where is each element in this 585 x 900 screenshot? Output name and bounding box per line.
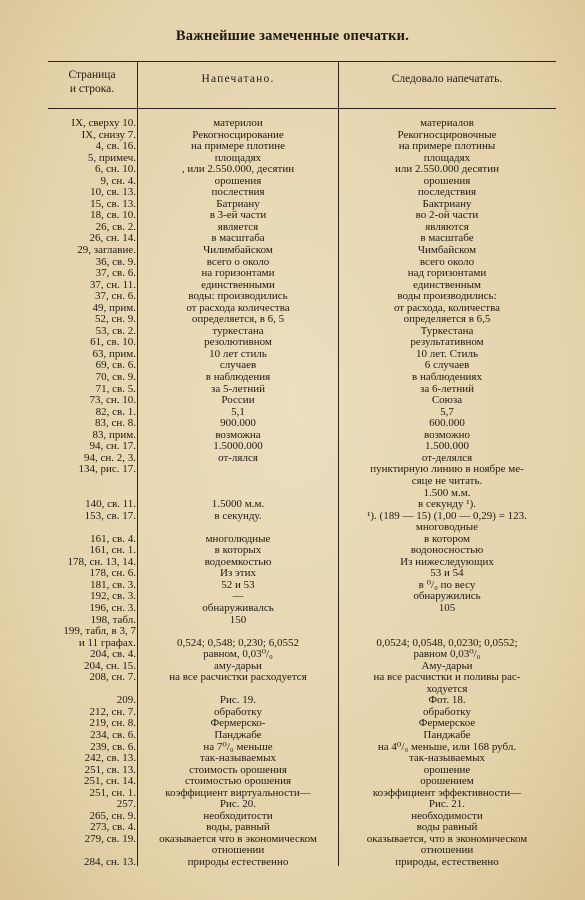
row-should-be: 1.500 м.м. <box>423 487 471 499</box>
row-printed: коэффициент виртуальности— <box>165 787 311 799</box>
row-page-line: 18, св. 10. <box>90 209 136 222</box>
row-page-line: 94, сн. 17. <box>89 440 136 453</box>
row-printed: 900.000 <box>220 418 256 430</box>
row-page-line: 29, заглавие. <box>77 244 136 257</box>
row-page-line: 219, сн. 8. <box>89 717 136 730</box>
row-should-be: Рис. 21. <box>428 799 466 811</box>
row-should-be: на 4⁰/₀ меньше, или 168 рубл. <box>377 741 517 753</box>
row-page-line: 70, св. 9. <box>95 371 136 384</box>
row-should-be: Бактриану <box>422 198 472 210</box>
row-page-line: 178, сн. 6. <box>89 567 136 580</box>
row-printed: на примере плотине <box>191 141 285 153</box>
row-printed: Панджабе <box>214 729 262 741</box>
row-page-line: 37, сн. 11. <box>89 278 136 291</box>
table-row <box>48 776 556 788</box>
row-printed: определяется, в 6, 5 <box>191 314 285 326</box>
row-page-line: 15, св. 13. <box>90 197 136 210</box>
row-should-be: многоводные <box>415 522 479 534</box>
row-page-line: 234, св. 6. <box>90 728 136 741</box>
row-printed: послествия <box>211 187 265 199</box>
table-row <box>48 268 556 280</box>
row-page-line: 52, сн. 9. <box>94 313 136 326</box>
row-should-be: обработку <box>423 706 471 718</box>
row-should-be: Туркестана <box>420 325 474 337</box>
header-printed: Напечатано. <box>201 73 275 85</box>
row-printed: аму-дарьи <box>214 660 262 672</box>
row-printed: на 7⁰/₀ меньше <box>203 741 273 753</box>
row-should-be: Рекогносцировочные <box>397 129 497 141</box>
row-should-be: орошение <box>423 764 471 776</box>
row-should-be: в котором <box>424 533 470 545</box>
row-printed: необходитости <box>203 810 273 822</box>
row-page-line: 242, св. 13. <box>84 752 136 765</box>
table-header <box>48 62 556 109</box>
row-printed: Чилимбайском <box>203 245 273 257</box>
row-printed: является <box>217 221 259 233</box>
row-should-be: Фот. 18. <box>428 695 466 707</box>
row-page-line: 161, св. 4. <box>90 532 136 545</box>
row-should-be: являются <box>425 221 469 233</box>
table-row <box>48 753 556 765</box>
row-should-be: 5,7 <box>440 406 454 418</box>
row-printed: Батриану <box>216 198 260 210</box>
errata-rows <box>48 118 556 869</box>
row-should-be: Из нижеследующих <box>400 556 494 568</box>
row-page-line: 94, сн. 2, 3. <box>83 451 136 464</box>
row-should-be: последствия <box>417 187 477 199</box>
row-printed: обнаруживалсь <box>202 602 274 614</box>
row-page-line: 53, св. 2. <box>95 324 136 337</box>
row-printed: природы естественно <box>187 857 289 868</box>
row-printed: в наблюдения <box>205 372 271 384</box>
row-should-be: ходуется <box>426 683 468 695</box>
row-page-line: 178, сн. 13, 14. <box>67 555 136 568</box>
row-page-line: 279, св. 19. <box>84 832 136 845</box>
row-should-be: результативном <box>410 337 484 349</box>
row-printed: Рекогносцирование <box>192 129 284 141</box>
row-should-be: 1.500.000 <box>425 441 469 453</box>
row-should-be: в ⁰/₀ по весу <box>418 579 476 591</box>
row-page-line: 6, сн. 10. <box>94 163 136 176</box>
row-printed: 1.5000 м.м. <box>211 499 265 511</box>
row-should-be: возможно <box>424 429 470 441</box>
row-printed: за 5-летний <box>211 383 265 395</box>
row-should-be: определяется в 6,5 <box>403 314 491 326</box>
row-printed: Рис. 20. <box>219 799 257 811</box>
row-printed: туркестана <box>212 325 264 337</box>
table-row <box>48 649 556 661</box>
row-page-line: 83, прим. <box>92 428 136 441</box>
row-printed: материлои <box>213 118 263 129</box>
row-page-line: 257. <box>116 798 136 811</box>
row-page-line: 161, сн. 1. <box>89 544 136 557</box>
row-should-be: 53 и 54 <box>430 568 464 580</box>
row-printed: от расхода количества <box>186 302 290 314</box>
row-printed: резолютивном <box>204 337 272 349</box>
row-printed: , или 2.550.000, десятин <box>181 164 295 176</box>
row-page-line: 82, св. 1. <box>95 405 136 418</box>
row-printed: России <box>221 395 255 407</box>
table-row <box>48 857 556 869</box>
row-page-line: 198, табл. <box>90 613 136 626</box>
row-page-line: 239, св. 6. <box>90 740 136 753</box>
row-page-line: 204, сн. 15. <box>83 659 136 672</box>
table-row <box>48 164 556 176</box>
row-page-line: 192, св. 3. <box>90 590 136 603</box>
row-printed: единственными <box>201 279 275 291</box>
row-printed: равном, 0,03⁰/₀ <box>203 649 273 661</box>
row-page-line: 251, сн. 14. <box>83 775 136 788</box>
row-printed: водоемкостью <box>204 556 272 568</box>
row-should-be: водоносностью <box>410 545 484 557</box>
row-should-be: 600.000 <box>429 418 465 430</box>
table-row <box>48 395 556 407</box>
row-printed: стоимостью орошения <box>184 776 292 788</box>
page-title: Важнейшие замеченные опечатки. <box>175 28 410 44</box>
row-printed: обработку <box>214 706 262 718</box>
row-should-be: Аму-дарьи <box>421 660 473 672</box>
row-page-line: 251, св. 13. <box>84 763 136 776</box>
errata-table <box>48 61 556 109</box>
row-should-be: или 2.550.000 десятин <box>394 164 500 176</box>
row-should-be: Союза <box>431 395 463 407</box>
row-should-be: воды производились: <box>397 291 497 303</box>
row-printed: всего о около <box>206 256 270 268</box>
row-printed: в масштаба <box>211 233 265 245</box>
row-printed: 1.5000.000 <box>213 441 263 453</box>
row-should-be: обнаружились <box>413 591 481 603</box>
row-printed: на горизонтами <box>201 268 275 280</box>
row-should-be: отношении <box>420 845 474 857</box>
row-should-be: за 6-летний <box>420 383 474 395</box>
table-row <box>48 118 556 130</box>
row-page-line: 181, св. 3. <box>90 578 136 591</box>
row-printed: отношении <box>211 845 265 857</box>
row-page-line: 284, сн. 13. <box>83 856 136 868</box>
row-printed: 150 <box>229 614 247 626</box>
row-printed: стоимость орошения <box>189 764 287 776</box>
header-page-line <box>48 68 136 96</box>
row-should-be: материалов <box>420 118 474 129</box>
row-page-line: 153, св. 17. <box>84 509 136 522</box>
table-row <box>48 141 556 153</box>
row-page-line: 5, примеч. <box>87 151 136 164</box>
table-row <box>48 672 556 684</box>
row-page-line: 10, св. 13. <box>90 186 136 199</box>
row-page-line: 4, св. 16. <box>95 140 136 153</box>
row-should-be: над горизонтами <box>407 268 487 280</box>
row-printed: от-лялся <box>218 452 258 464</box>
row-should-be: в наблюдениях <box>412 372 482 384</box>
row-should-be: 105 <box>438 602 456 614</box>
table-row <box>48 245 556 257</box>
row-should-be: от расхода, количества <box>393 302 501 314</box>
row-page-line: 208, сн. 7. <box>89 671 136 684</box>
row-page-line: 83, сн. 8. <box>94 417 136 430</box>
row-should-be: сяце не читать. <box>411 475 483 487</box>
row-page-line: 209. <box>116 694 136 707</box>
row-should-be: ¹). (189 — 15) (1,00 — 0,29) = 123. <box>367 510 527 522</box>
row-printed: 52 и 53 <box>221 579 255 591</box>
table-row <box>48 372 556 384</box>
row-printed: Из этих <box>220 568 256 580</box>
row-printed: Рис. 19. <box>219 695 257 707</box>
row-page-line: 61, св. 10. <box>90 336 136 349</box>
row-page-line: 204, св. 4. <box>90 648 136 661</box>
row-should-be: единственным <box>413 279 481 291</box>
row-should-be: 6 случаев <box>424 360 470 372</box>
row-page-line: 134, рис. 17. <box>78 463 136 476</box>
row-page-line: 37, св. 6. <box>95 267 136 280</box>
row-page-line: 26, сн. 14. <box>89 232 136 245</box>
row-should-be: на примере плотины <box>398 141 496 153</box>
row-should-be: оказывается, что в экономическом <box>366 833 528 845</box>
row-should-be: Фермерское <box>418 718 476 730</box>
row-page-line: 140, св. 11. <box>85 498 136 511</box>
table-row <box>48 603 556 615</box>
row-page-line: IX, сверху 10. <box>71 117 136 129</box>
row-should-be: так-называемых <box>408 753 485 765</box>
row-should-be: в секунду ¹). <box>418 499 476 511</box>
row-page-line: 9, сн. 4. <box>100 174 136 187</box>
row-page-line: 69, св. 6. <box>95 359 136 372</box>
row-should-be: в масштабе <box>420 233 474 245</box>
header-should-be: Следовало напечатать. <box>391 73 503 85</box>
row-page-line: 212, сн. 7. <box>89 705 136 718</box>
table-row <box>48 476 556 488</box>
table-row <box>48 499 556 511</box>
row-printed: на все расчистки расходуется <box>169 672 307 684</box>
row-page-line: 71, св. 5. <box>95 382 136 395</box>
row-page-line: 196, сн. 3. <box>89 601 136 614</box>
row-should-be: во 2-ой части <box>415 210 479 222</box>
row-should-be: орошения <box>423 175 471 187</box>
row-should-be: 0,0524; 0,0548, 0,0230; 0,0552; <box>376 637 518 649</box>
table-row <box>48 464 556 476</box>
header-page-line-1: Страница <box>68 69 116 81</box>
row-should-be: площадях <box>423 152 471 164</box>
row-printed: воды, равный <box>206 822 270 834</box>
row-should-be: Панджабе <box>423 729 471 741</box>
row-should-be: орошением <box>420 776 474 788</box>
table-row <box>48 834 556 846</box>
row-printed: 10 лет стиль <box>209 348 267 360</box>
row-should-be: от-делялся <box>421 452 473 464</box>
row-page-line: 49, прим. <box>92 301 136 314</box>
row-should-be: коэффициент эффективности— <box>372 787 522 799</box>
row-should-be: Чимбайском <box>417 245 477 257</box>
row-should-be: на все расчистки и поливы рас- <box>373 672 521 684</box>
row-printed: оказывается что в экономическом <box>159 833 317 845</box>
row-page-line: 26, св. 2. <box>95 220 136 233</box>
row-page-line: 37, сн. 6. <box>94 290 136 303</box>
row-printed: 0,524; 0,548; 0,230; 6,0552 <box>177 637 299 649</box>
row-should-be: пунктирную линию в ноябре ме- <box>370 464 524 476</box>
row-printed: в 3-ей части <box>209 210 267 222</box>
row-printed: Фермерско- <box>210 718 266 730</box>
row-should-be: необходимости <box>411 810 483 822</box>
row-printed: возможна <box>215 429 261 441</box>
row-should-be: равном 0,03⁰/₀ <box>413 649 481 661</box>
row-printed: 5,1 <box>231 406 245 418</box>
table-row <box>48 626 556 638</box>
row-printed: орошения <box>214 175 262 187</box>
table-row <box>48 730 556 742</box>
row-printed: площадях <box>214 152 262 164</box>
row-should-be: всего около <box>419 256 475 268</box>
row-page-line: IX, снизу 7. <box>81 128 136 141</box>
header-page-line-2: и строка. <box>69 83 115 95</box>
row-printed: случаев <box>219 360 257 372</box>
row-page-line: 73, сн. 10. <box>89 394 136 407</box>
row-page-line: 63, прим. <box>92 347 136 360</box>
row-printed: в секунду. <box>214 510 262 522</box>
row-printed: — <box>232 591 244 603</box>
row-page-line: 36, св. 9. <box>95 255 136 268</box>
row-page-line: и 11 графах. <box>78 636 136 649</box>
table-row <box>48 511 556 523</box>
row-page-line: 273, св. 4. <box>90 821 136 834</box>
row-should-be: природы, естественно <box>395 857 499 868</box>
row-printed: многолюдные <box>205 533 271 545</box>
row-should-be: 10 лет. Стиль <box>416 348 478 360</box>
row-should-be: воды равный <box>416 822 478 834</box>
row-printed: воды: производились <box>188 291 288 303</box>
row-page-line: 199, табл, в 3, 7 <box>63 625 136 638</box>
row-printed: так-называемых <box>199 753 276 765</box>
row-printed: в которых <box>214 545 262 557</box>
table-row <box>48 522 556 534</box>
row-page-line: 265, сн. 9. <box>89 809 136 822</box>
row-page-line: 251, сн. 1. <box>89 786 136 799</box>
